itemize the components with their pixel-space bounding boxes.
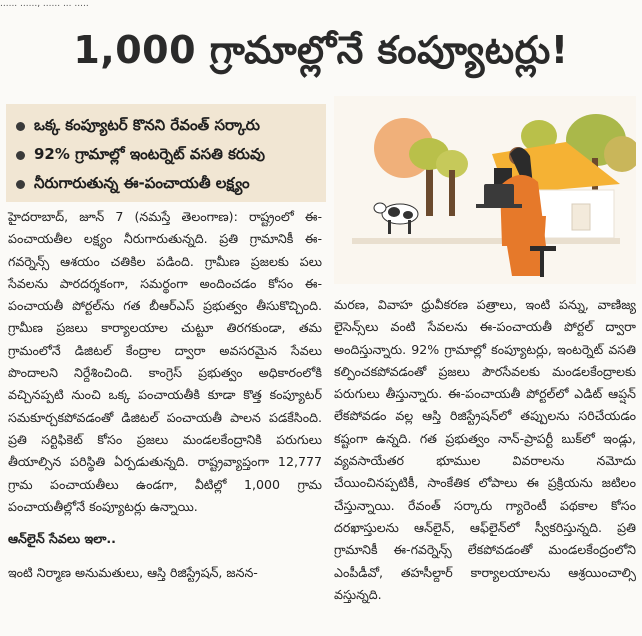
article-paragraph: ఇంటి నిర్మాణ అనుమతులు, ఆస్తి రిజిస్ట్రేషన్, జనన-	[8, 565, 258, 581]
previous-article-strip: ...... ......, ...... ... .....	[0, 0, 89, 9]
highlights-box	[6, 104, 326, 202]
highlight-text: నీరుగారుతున్న ఈ-పంచాయతీ లక్ష్యం	[34, 173, 250, 192]
article-column-left	[8, 206, 322, 585]
highlight-item	[16, 170, 320, 199]
bullet-icon	[16, 151, 25, 160]
laptop-icon	[484, 184, 514, 206]
bullet-icon	[16, 122, 25, 131]
highlight-text: ఒక్క కంప్యూటర్ కొనని రేవంత్ సర్కారు	[34, 115, 260, 134]
bullet-icon	[16, 180, 25, 189]
article-paragraph: మరణ, వివాహ ధ్రువీకరణ పత్రాలు, ఇంటి పన్ను, వాణిజ్య లైసెన్స్‌లు వంటి సేవలను ఈ-పంచాయతీ పోర్టల్ ద్వారా అందిస్తున్నారు. 92% గ్రామాల్లో కంప్యూటర్లు, ఇంటర్నెట్ వసతి కల్పించకపోవడంతో ప్రజలు పౌరసేవలకు మండలకేంద్రాలకు పరుగులు తీస్తున్నారు. ఈ-పంచాయతీ పోర్టల్‌లో ఎడిట్ ఆప్షన్ లేకపోవడం వల్ల ఆస్తి రిజిస్ట్రేషన్‌లో తప్పులను సరిచేయడం కష్టంగా ఉన్నది. గత ప్రభుత్వం నాన్-ప్రాపర్టీ బుక్‌లో ఇండ్లు, వ్యవసాయేతర భూముల వివరాలను నమోదు చేయించినప్పటికీ, సాంకేతిక లోపాలు ఈ ప్రక్రియను జటిలం చేస్తున్నాయి. రేవంత్ సర్కారు గ్యారెంటీ పథకాల కోసం దరఖాస్తులను ఆన్‌లైన్, ఆఫ్‌లైన్‌లో స్వీకరిస్తున్నది. ప్రతి గ్రామానికీ ఈ-గవర్నెన్స్ లేకపోవడంతో మండలకేంద్రంలోని ఎంపీడీవో, తహసీల్దార్ కార్యాలయాలను ఆశ్రయించాల్సి వస్తున్నది.	[334, 297, 636, 602]
article-column-right	[334, 294, 636, 606]
subheading: ఆన్‌లైన్ సేవలు ఇలా..	[8, 531, 116, 547]
highlight-text: 92% గ్రామాల్లో ఇంటర్నెట్ వసతి కరువు	[34, 144, 265, 163]
headline: 1,000 గ్రామాల్లోనే కంప్యూటర్లు!	[73, 28, 569, 72]
highlight-item	[16, 141, 320, 170]
woman-with-laptop-village-illustration	[334, 96, 636, 284]
article-paragraph: హైదరాబాద్, జూన్ 7 (నమస్తే తెలంగాణ): రాష్ట్రంలో ఈ-పంచాయతీల లక్ష్యం నీరుగారుతున్నది. ప్రతి గ్రామానికీ ఈ-గవర్నెన్స్ ఆశయం చతికిల పడింది. గ్రామీణ ప్రజలకు పలు సేవలను పారదర్శకంగా, సమర్థంగా అందించడం కోసం ఈ-పంచాయతీ పోర్టల్‌ను గత బీఆర్‌ఎస్ ప్రభుత్వం తీసుకొచ్చింది. గ్రామీణ ప్రజలు కార్యాలయాల చుట్టూ తిరగకుండా, తమ గ్రామంలోనే డిజిటల్ కేంద్రాల ద్వారా అవసరమైన సేవలు పొందాలని నిర్దేశించింది. కాంగ్రెస్ ప్రభుత్వం అధికారంలోకి వచ్చినప్పటి నుంచి ఒక్క పంచాయతీకి కూడా కొత్త కంప్యూటర్ సమకూర్చకపోవడంతో డిజిటల్ పంచాయతీ పాలన పడకేసింది. ప్రతి సర్టిఫికెట్ కోసం ప్రజలు మండలకేంద్రానికి పరుగులు తీయాల్సిన పరిస్థితి ఏర్పడుతున్నది. రాష్ట్రవ్యాప్తంగా 12,777 గ్రామ పంచాయతీలు ఉండగా, వీటిల్లో 1,000 గ్రామ పంచాయతీల్లోనే కంప్యూటర్లు ఉన్నాయి.	[8, 209, 322, 514]
highlight-item	[16, 112, 320, 141]
